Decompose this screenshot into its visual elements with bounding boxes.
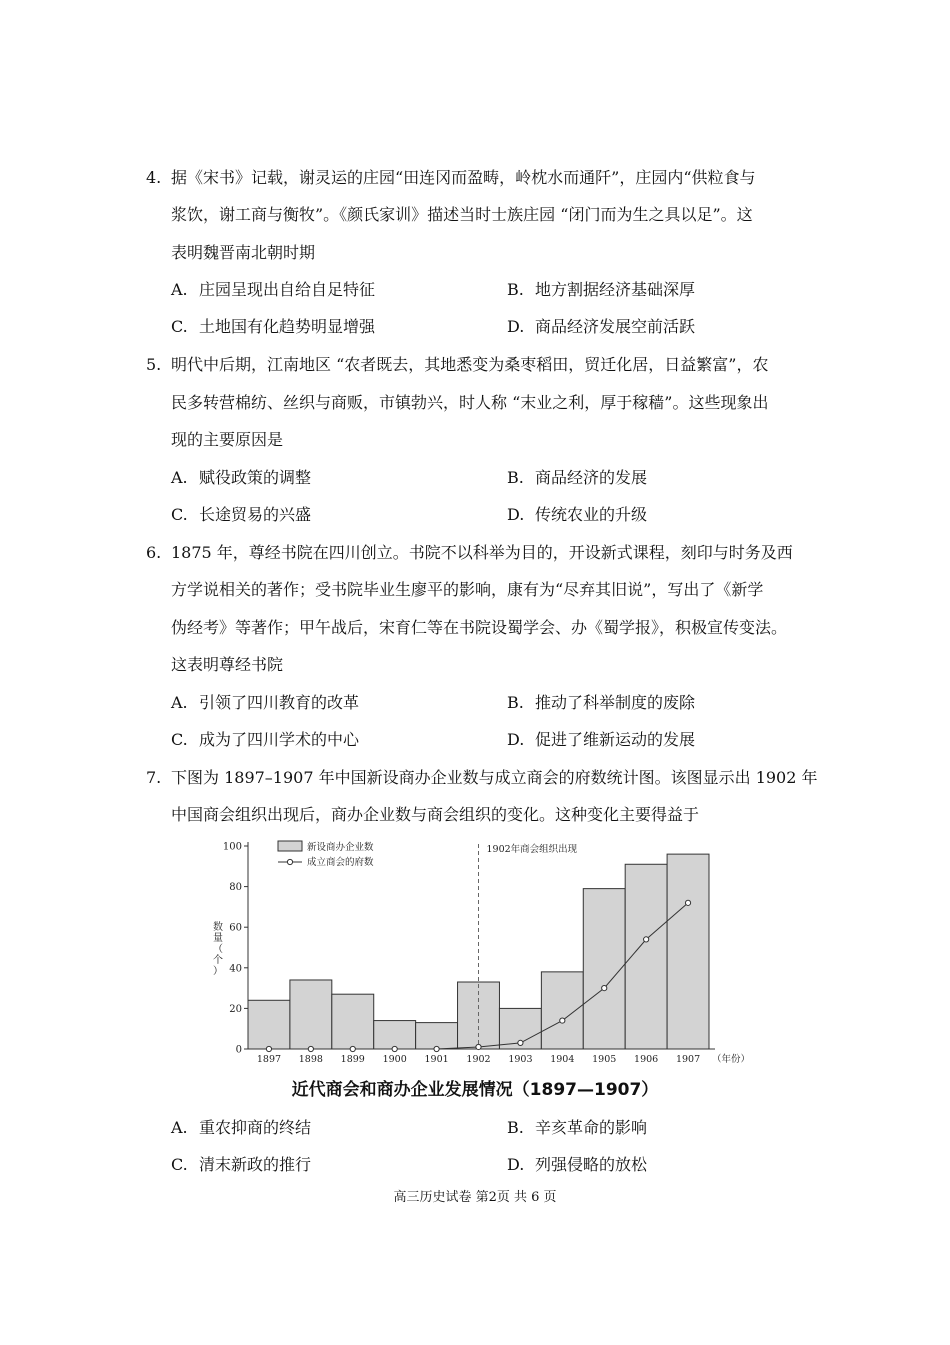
chamber-point-1905 bbox=[602, 986, 607, 991]
chamber-point-1907 bbox=[685, 900, 690, 905]
q5-option-b[interactable] bbox=[507, 468, 647, 488]
bar-1904 bbox=[541, 972, 583, 1049]
option-text: 重农抑商的终结 bbox=[199, 1118, 312, 1137]
q6-number: 6. bbox=[146, 543, 162, 562]
option-text: 传统农业的升级 bbox=[535, 505, 648, 524]
bar-1905 bbox=[583, 889, 625, 1049]
chamber-point-1897 bbox=[266, 1046, 271, 1051]
q4-option-d[interactable] bbox=[507, 317, 695, 337]
y-axis-label-char: （ bbox=[213, 944, 223, 955]
legend-line-marker bbox=[287, 859, 292, 864]
chamber-point-1906 bbox=[644, 937, 649, 942]
x-tick-label-1905: 1905 bbox=[592, 1054, 617, 1065]
q7-number: 7. bbox=[146, 768, 162, 787]
chamber-point-1899 bbox=[350, 1046, 355, 1051]
bar-1900 bbox=[374, 1021, 416, 1049]
q6-stem-line-1: 1875 年，尊经书院在四川创立。书院不以科举为目的，开设新式课程，刻印与时务及西 bbox=[171, 543, 793, 562]
chamber-point-1901 bbox=[434, 1046, 439, 1051]
q5-option-d[interactable] bbox=[507, 505, 647, 525]
q4-stem-line-3: 表明魏晋南北朝时期 bbox=[171, 243, 316, 262]
q6-stem-line-3: 伪经考》等著作；甲午战后，宋育仁等在书院设蜀学会、办《蜀学报》，积极宣传变法。 bbox=[171, 618, 788, 637]
q5-option-a[interactable] bbox=[171, 468, 311, 488]
q5-option-c[interactable] bbox=[171, 505, 311, 525]
option-letter: C. bbox=[171, 1155, 188, 1174]
y-tick-label-40: 40 bbox=[229, 963, 242, 975]
option-text: 清末新政的推行 bbox=[199, 1155, 312, 1174]
bar-1898 bbox=[290, 980, 332, 1049]
x-tick-label-1903: 1903 bbox=[508, 1054, 533, 1065]
q7-stem-line-2: 中国商会组织出现后，商办企业数与商会组织的变化。这种变化主要得益于 bbox=[171, 805, 700, 824]
chamber-point-1898 bbox=[308, 1046, 313, 1051]
bar-1907 bbox=[667, 854, 709, 1049]
option-letter: A. bbox=[171, 1118, 188, 1137]
q6-stem-line-4: 这表明尊经书院 bbox=[171, 655, 284, 674]
option-letter: A. bbox=[171, 468, 188, 487]
option-letter: B. bbox=[507, 693, 524, 712]
q4-option-c[interactable] bbox=[171, 317, 375, 337]
q7-option-d[interactable] bbox=[507, 1155, 647, 1175]
option-text: 赋役政策的调整 bbox=[199, 468, 312, 487]
x-tick-label-1902: 1902 bbox=[466, 1054, 491, 1065]
option-letter: D. bbox=[507, 317, 525, 336]
y-tick-label-100: 100 bbox=[222, 841, 242, 853]
option-letter: B. bbox=[507, 280, 524, 299]
chamber-point-1900 bbox=[392, 1046, 397, 1051]
bar-1899 bbox=[332, 994, 374, 1049]
y-tick-label-80: 80 bbox=[229, 882, 242, 894]
q5-stem-line-3: 现的主要原因是 bbox=[171, 430, 284, 449]
option-letter: A. bbox=[171, 693, 188, 712]
annotation-label: 1902年商会组织出现 bbox=[486, 844, 578, 855]
q7-option-c[interactable] bbox=[171, 1155, 311, 1175]
option-text: 辛亥革命的影响 bbox=[535, 1118, 648, 1137]
q7-option-b[interactable] bbox=[507, 1118, 647, 1138]
page-footer: 高三历史试卷 第2页 共 6 页 bbox=[393, 1190, 557, 1205]
option-text: 引领了四川教育的改革 bbox=[199, 693, 360, 712]
q6-stem-line-2: 方学说相关的著作；受书院毕业生廖平的影响，康有为“尽弃其旧说”，写出了《新学 bbox=[171, 580, 764, 599]
option-text: 商品经济的发展 bbox=[535, 468, 648, 487]
y-axis-label-char: 个 bbox=[213, 955, 223, 966]
q4-stem-line-1: 据《宋书》记载，谢灵运的庄园“田连冈而盈畴，岭枕水而通阡”，庄园内“供粒食与 bbox=[171, 168, 756, 187]
x-tick-label-1906: 1906 bbox=[634, 1054, 659, 1065]
q6-option-a[interactable] bbox=[171, 693, 359, 713]
option-text: 土地国有化趋势明显增强 bbox=[199, 317, 376, 336]
legend-bar-label: 新设商办企业数 bbox=[307, 842, 374, 853]
y-tick-label-0: 0 bbox=[235, 1044, 242, 1056]
q5-stem-line-2: 民多转营棉纺、丝织与商贩，市镇勃兴，时人称 “末业之利，厚于稼穑”。这些现象出 bbox=[171, 393, 769, 412]
option-text: 商品经济发展空前活跃 bbox=[535, 317, 696, 336]
q7-stem-line-1: 下图为 1897–1907 年中国新设商办企业数与成立商会的府数统计图。该图显示出 1902 年 bbox=[171, 768, 818, 787]
q4-option-b[interactable] bbox=[507, 280, 695, 300]
y-axis-label-char: ） bbox=[213, 966, 223, 977]
option-letter: D. bbox=[507, 730, 525, 749]
legend-bar-swatch bbox=[278, 841, 302, 851]
q6-option-d[interactable] bbox=[507, 730, 695, 750]
y-axis-label-char: 数 bbox=[213, 922, 223, 933]
option-letter: B. bbox=[507, 1118, 524, 1137]
q6-option-c[interactable] bbox=[171, 730, 359, 750]
option-letter: B. bbox=[507, 468, 524, 487]
x-tick-label-1897: 1897 bbox=[256, 1054, 282, 1065]
option-text: 推动了科举制度的废除 bbox=[535, 693, 696, 712]
q5-number: 5. bbox=[146, 355, 162, 374]
x-tick-label-1899: 1899 bbox=[340, 1054, 365, 1065]
x-tick-label-1904: 1904 bbox=[550, 1054, 575, 1065]
option-letter: C. bbox=[171, 730, 188, 749]
option-text: 促进了维新运动的发展 bbox=[535, 730, 696, 749]
option-text: 地方割据经济基础深厚 bbox=[535, 280, 696, 299]
q6-option-b[interactable] bbox=[507, 693, 695, 713]
bar-1901 bbox=[416, 1023, 458, 1049]
chamber-point-1902 bbox=[476, 1044, 481, 1049]
q4-option-a[interactable] bbox=[171, 280, 375, 300]
option-text: 庄园呈现出自给自足特征 bbox=[199, 280, 376, 299]
option-text: 长途贸易的兴盛 bbox=[199, 505, 312, 524]
option-text: 列强侵略的放松 bbox=[535, 1155, 648, 1174]
option-letter: C. bbox=[171, 317, 188, 336]
option-letter: D. bbox=[507, 1155, 525, 1174]
chamber-point-1904 bbox=[560, 1018, 565, 1023]
x-tick-label-1901: 1901 bbox=[424, 1054, 449, 1065]
x-tick-label-1907: 1907 bbox=[675, 1054, 701, 1065]
option-letter: D. bbox=[507, 505, 525, 524]
option-letter: C. bbox=[171, 505, 188, 524]
x-axis-label: （年份） bbox=[711, 1054, 750, 1065]
option-letter: A. bbox=[171, 280, 188, 299]
q4-number: 4. bbox=[146, 168, 162, 187]
y-tick-label-60: 60 bbox=[229, 922, 242, 934]
option-text: 成为了四川学术的中心 bbox=[199, 730, 360, 749]
x-tick-label-1900: 1900 bbox=[382, 1054, 407, 1065]
enterprise-chamber-chart bbox=[205, 834, 750, 1066]
x-tick-label-1898: 1898 bbox=[298, 1054, 323, 1065]
y-axis-label-char: 量 bbox=[213, 933, 223, 944]
chart-caption: 近代商会和商办企业发展情况（1897—1907） bbox=[291, 1080, 659, 1100]
legend-line-label: 成立商会的府数 bbox=[307, 857, 374, 868]
y-tick-label-20: 20 bbox=[229, 1003, 242, 1015]
chamber-point-1903 bbox=[518, 1040, 523, 1045]
q4-stem-line-2: 浆饮，谢工商与衡牧”。《颜氏家训》描述当时士族庄园 “闭门而为生之具以足”。这 bbox=[171, 205, 753, 224]
bar-1897 bbox=[248, 1000, 290, 1049]
q7-option-a[interactable] bbox=[171, 1118, 311, 1138]
q5-stem-line-1: 明代中后期，江南地区 “农者既去，其地悉变为桑枣稻田，贸迁化居，日益繁富”，农 bbox=[171, 355, 769, 374]
